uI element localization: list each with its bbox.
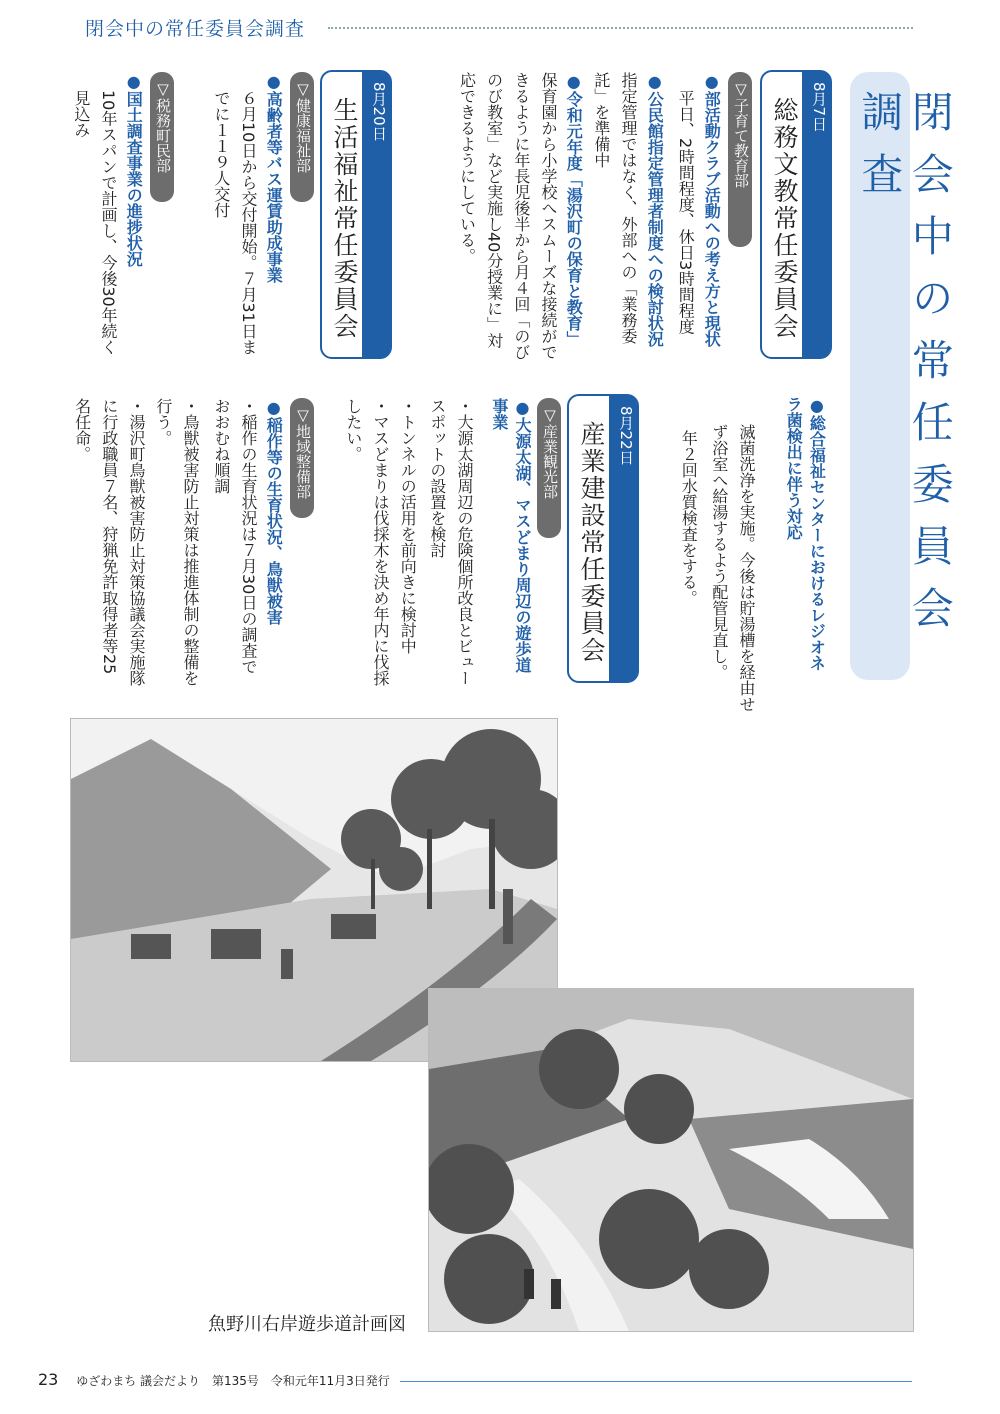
page-header-title: 閉会中の常任委員会調査 — [85, 18, 306, 40]
topic-yuhodo: ●大源太湖、マスどまり周辺の遊歩道事業 — [489, 398, 532, 673]
text-hoiku: 保育園から小学校へスムーズな接続ができるように年長児後半から月４回「のびのび教室」など実施し40分授業に」対応できるようにしている。 — [457, 72, 558, 360]
text-yuhodo-2: ・トンネルの活用を前向きに検討中 — [398, 398, 418, 654]
committee-somu-box — [760, 70, 832, 359]
dept-sangyo-kanko: ▽産業観光部 — [537, 398, 561, 538]
footer-publication: ゆざわまち 議会だより 第135号 令和元年11月3日発行 — [76, 1374, 390, 1388]
dept-kosodate: ▽子育て教育部 — [728, 72, 752, 247]
main-title-box — [850, 72, 955, 680]
text-kominkan: 指定管理ではなく、外部への「業務委託」を準備中 — [591, 72, 638, 344]
committee-sangyo-name: 産業建設常任委員会 — [577, 421, 606, 664]
committee-somu-name: 総務文教常任委員会 — [770, 97, 799, 340]
dept-zeimu: ▽税務町民部 — [150, 72, 174, 202]
dept-chiiki: ▽地域整備部 — [290, 398, 314, 518]
dept-kenko: ▽健康福祉部 — [290, 72, 314, 202]
committee-sangyo-box — [567, 394, 639, 683]
image-caption: 魚野川右岸遊歩道計画図 — [208, 1314, 406, 1335]
committee-seikatsu-date: 8月20日 — [362, 72, 390, 357]
committee-seikatsu-name: 生活福祉常任委員会 — [330, 97, 359, 340]
text-inasaku-2: ・鳥獣被害防止対策は推進体制の整備を行う。 — [153, 398, 200, 686]
topic-bus: ●高齢者等バス運賃助成事業 — [264, 72, 284, 283]
text-legionella-1: 滅菌洗浄を実施。今後は貯湯槽を経由せず浴室へ給湯するよう配管見直し。 — [709, 424, 756, 712]
topic-inasaku: ●稲作等の生育状況、鳥獣被害 — [264, 398, 284, 625]
text-yuhodo-3: ・マスどまりは伐採木を決め年内に伐採したい。 — [343, 398, 390, 686]
committee-sangyo-date: 8月22日 — [609, 396, 637, 681]
text-legionella-2: 年２回水質検査をする。 — [679, 430, 699, 606]
topic-hoiku: ●令和元年度「湯沢町の保育と教育」 — [564, 72, 584, 347]
text-kokudo: 10年スパンで計画し、今後30年続く見込み — [71, 90, 118, 355]
header-divider — [328, 27, 913, 29]
text-inasaku-1: ・稲作の生育状況は７月30日の調査でおおむね順調 — [211, 398, 258, 675]
page-footer — [38, 1370, 390, 1389]
footer-divider — [400, 1381, 912, 1382]
text-yuhodo-1: ・大源太湖周辺の危険個所改良とビュースポットの設置を検討 — [427, 398, 474, 686]
committee-seikatsu-box — [320, 70, 392, 359]
sketch-riverside-drawing — [429, 989, 913, 1331]
topic-bukatsu: ●部活動クラブ活動への考え方と現状 — [702, 72, 722, 347]
topic-kokudo: ●国土調査事業の進捗状況 — [124, 72, 144, 267]
page-number: 23 — [38, 1370, 59, 1389]
topic-kominkan: ●公民館指定管理者制度への検討状況 — [645, 72, 665, 347]
text-bukatsu: 平日、2時間程度、休日3時間程度 — [676, 90, 696, 335]
text-inasaku-3: ・湯沢町鳥獣被害防止対策協議会実施隊に行政職員７名、狩猟免許取得者等25名任命。 — [72, 398, 146, 686]
sketch-image-riverside — [428, 988, 914, 1332]
main-title: 閉会中の常任委員会調査 — [855, 90, 955, 648]
committee-somu-date: 8月7日 — [802, 72, 830, 357]
text-bus: ６月10日から交付開始。７月31日までに１１９人交付 — [211, 90, 258, 355]
topic-legionella: ●総合福祉センターにおけるレジオネラ菌検出に伴う対応 — [784, 396, 827, 671]
